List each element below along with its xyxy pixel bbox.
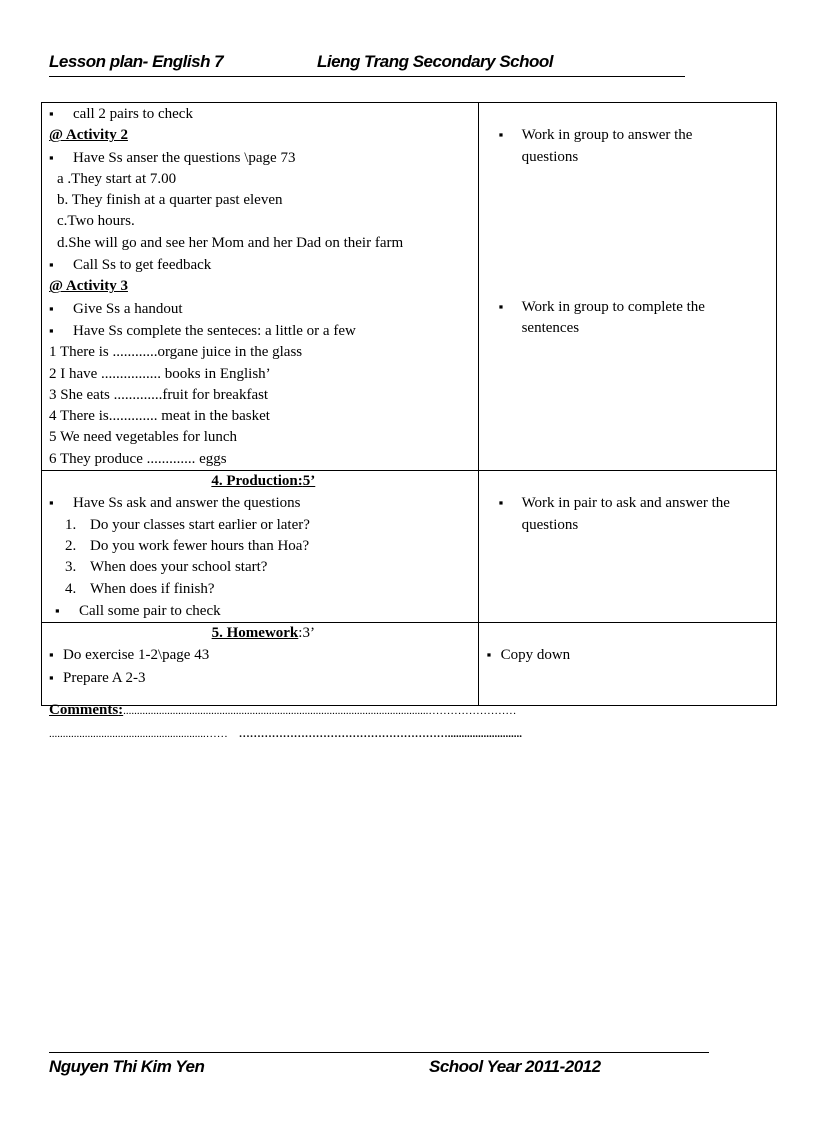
list-item: ▪ Have Ss anser the questions \page 73	[49, 147, 478, 169]
comments-colon: :	[118, 702, 124, 718]
student-activity-cont: questions	[521, 516, 579, 533]
question-item: 3. When does your school start?	[65, 559, 268, 576]
homework-student-cell	[478, 623, 776, 706]
teacher-activities-cell	[42, 103, 479, 471]
comments-dots-a: .........................................................……	[49, 728, 228, 740]
list-item: ▪ Do exercise 1-2\page 43	[49, 644, 478, 666]
list-item: ▪ Have Ss complete the senteces: a little or a few	[49, 320, 478, 342]
question-item: 4. When does if finish?	[65, 580, 215, 597]
production-time: 5’	[302, 473, 316, 490]
footer-right: School Year 2011-2012	[429, 1057, 601, 1076]
comments-dots-b: …………………………………………………...........................	[238, 728, 522, 740]
list-item: ▪ Call Ss to get feedback	[49, 254, 478, 276]
production-cell	[42, 471, 479, 623]
student-activity-cont: sentences	[521, 319, 580, 336]
exercise-sentence: 4 There is............. meat in the basket	[49, 408, 270, 425]
list-item: ▪ Prepare A 2-3	[49, 667, 478, 689]
production-student-cell	[478, 471, 776, 623]
activity-2-heading: @ Activity 2	[49, 127, 128, 144]
student-activity: ▪ Work in pair to ask and answer the	[486, 492, 776, 514]
header-right-title: Lieng Trang Secondary School	[317, 52, 554, 71]
student-activity-cont: questions	[521, 148, 579, 165]
table-row-activities	[42, 103, 777, 471]
homework-cell	[42, 623, 479, 706]
student-activity: ▪ Copy down	[486, 644, 776, 666]
answer-a: a .They start at 7.00	[57, 170, 177, 187]
list-item: ▪ Call some pair to check	[49, 600, 478, 622]
table-row-production	[42, 471, 777, 623]
production-title: 4. Production:	[211, 473, 303, 490]
comments-dots: ...............................................................................................................……………………	[123, 705, 517, 717]
homework-time: :3’	[298, 625, 315, 642]
homework-heading	[49, 623, 478, 644]
student-activity: ▪ Work in group to answer the	[486, 124, 776, 146]
student-activities-cell	[478, 103, 776, 471]
list-item: ▪ Give Ss a handout	[49, 298, 478, 320]
list-item: ▪ Have Ss ask and answer the questions	[49, 492, 478, 514]
exercise-sentence: 1 There is ............organe juice in the glass	[49, 344, 303, 361]
exercise-sentence: 2 I have ................ books in English’	[49, 365, 271, 382]
exercise-sentence: 6 They produce ............. eggs	[49, 450, 227, 467]
answer-c: c.Two hours.	[57, 213, 135, 230]
footer-left: Nguyen Thi Kim Yen	[49, 1057, 205, 1076]
answer-d: d.She will go and see her Mom and her Dad on their farm	[57, 234, 404, 251]
production-heading	[49, 471, 478, 492]
header-left-title: Lesson plan- English 7	[49, 52, 224, 71]
comments-dots-line	[49, 728, 522, 740]
lesson-table	[41, 102, 777, 706]
student-activity: ▪ Work in group to complete the	[486, 296, 776, 318]
header-divider	[49, 76, 685, 77]
activity-3-heading: @ Activity 3	[49, 278, 128, 295]
question-item: 2. Do you work fewer hours than Hoa?	[65, 537, 310, 554]
answer-b: b. They finish at a quarter past eleven	[57, 192, 283, 209]
table-row-homework	[42, 623, 777, 706]
exercise-sentence: 5 We need vegetables for lunch	[49, 429, 238, 446]
exercise-sentence: 3 She eats .............fruit for breakfast	[49, 386, 269, 403]
question-item: 1. Do your classes start earlier or later?	[65, 516, 310, 533]
list-item: ▪ call 2 pairs to check	[49, 103, 478, 125]
footer-divider	[49, 1052, 709, 1053]
homework-title: 5. Homework	[211, 625, 299, 642]
comments-label: Comments	[49, 702, 119, 718]
comments-line	[49, 702, 516, 719]
